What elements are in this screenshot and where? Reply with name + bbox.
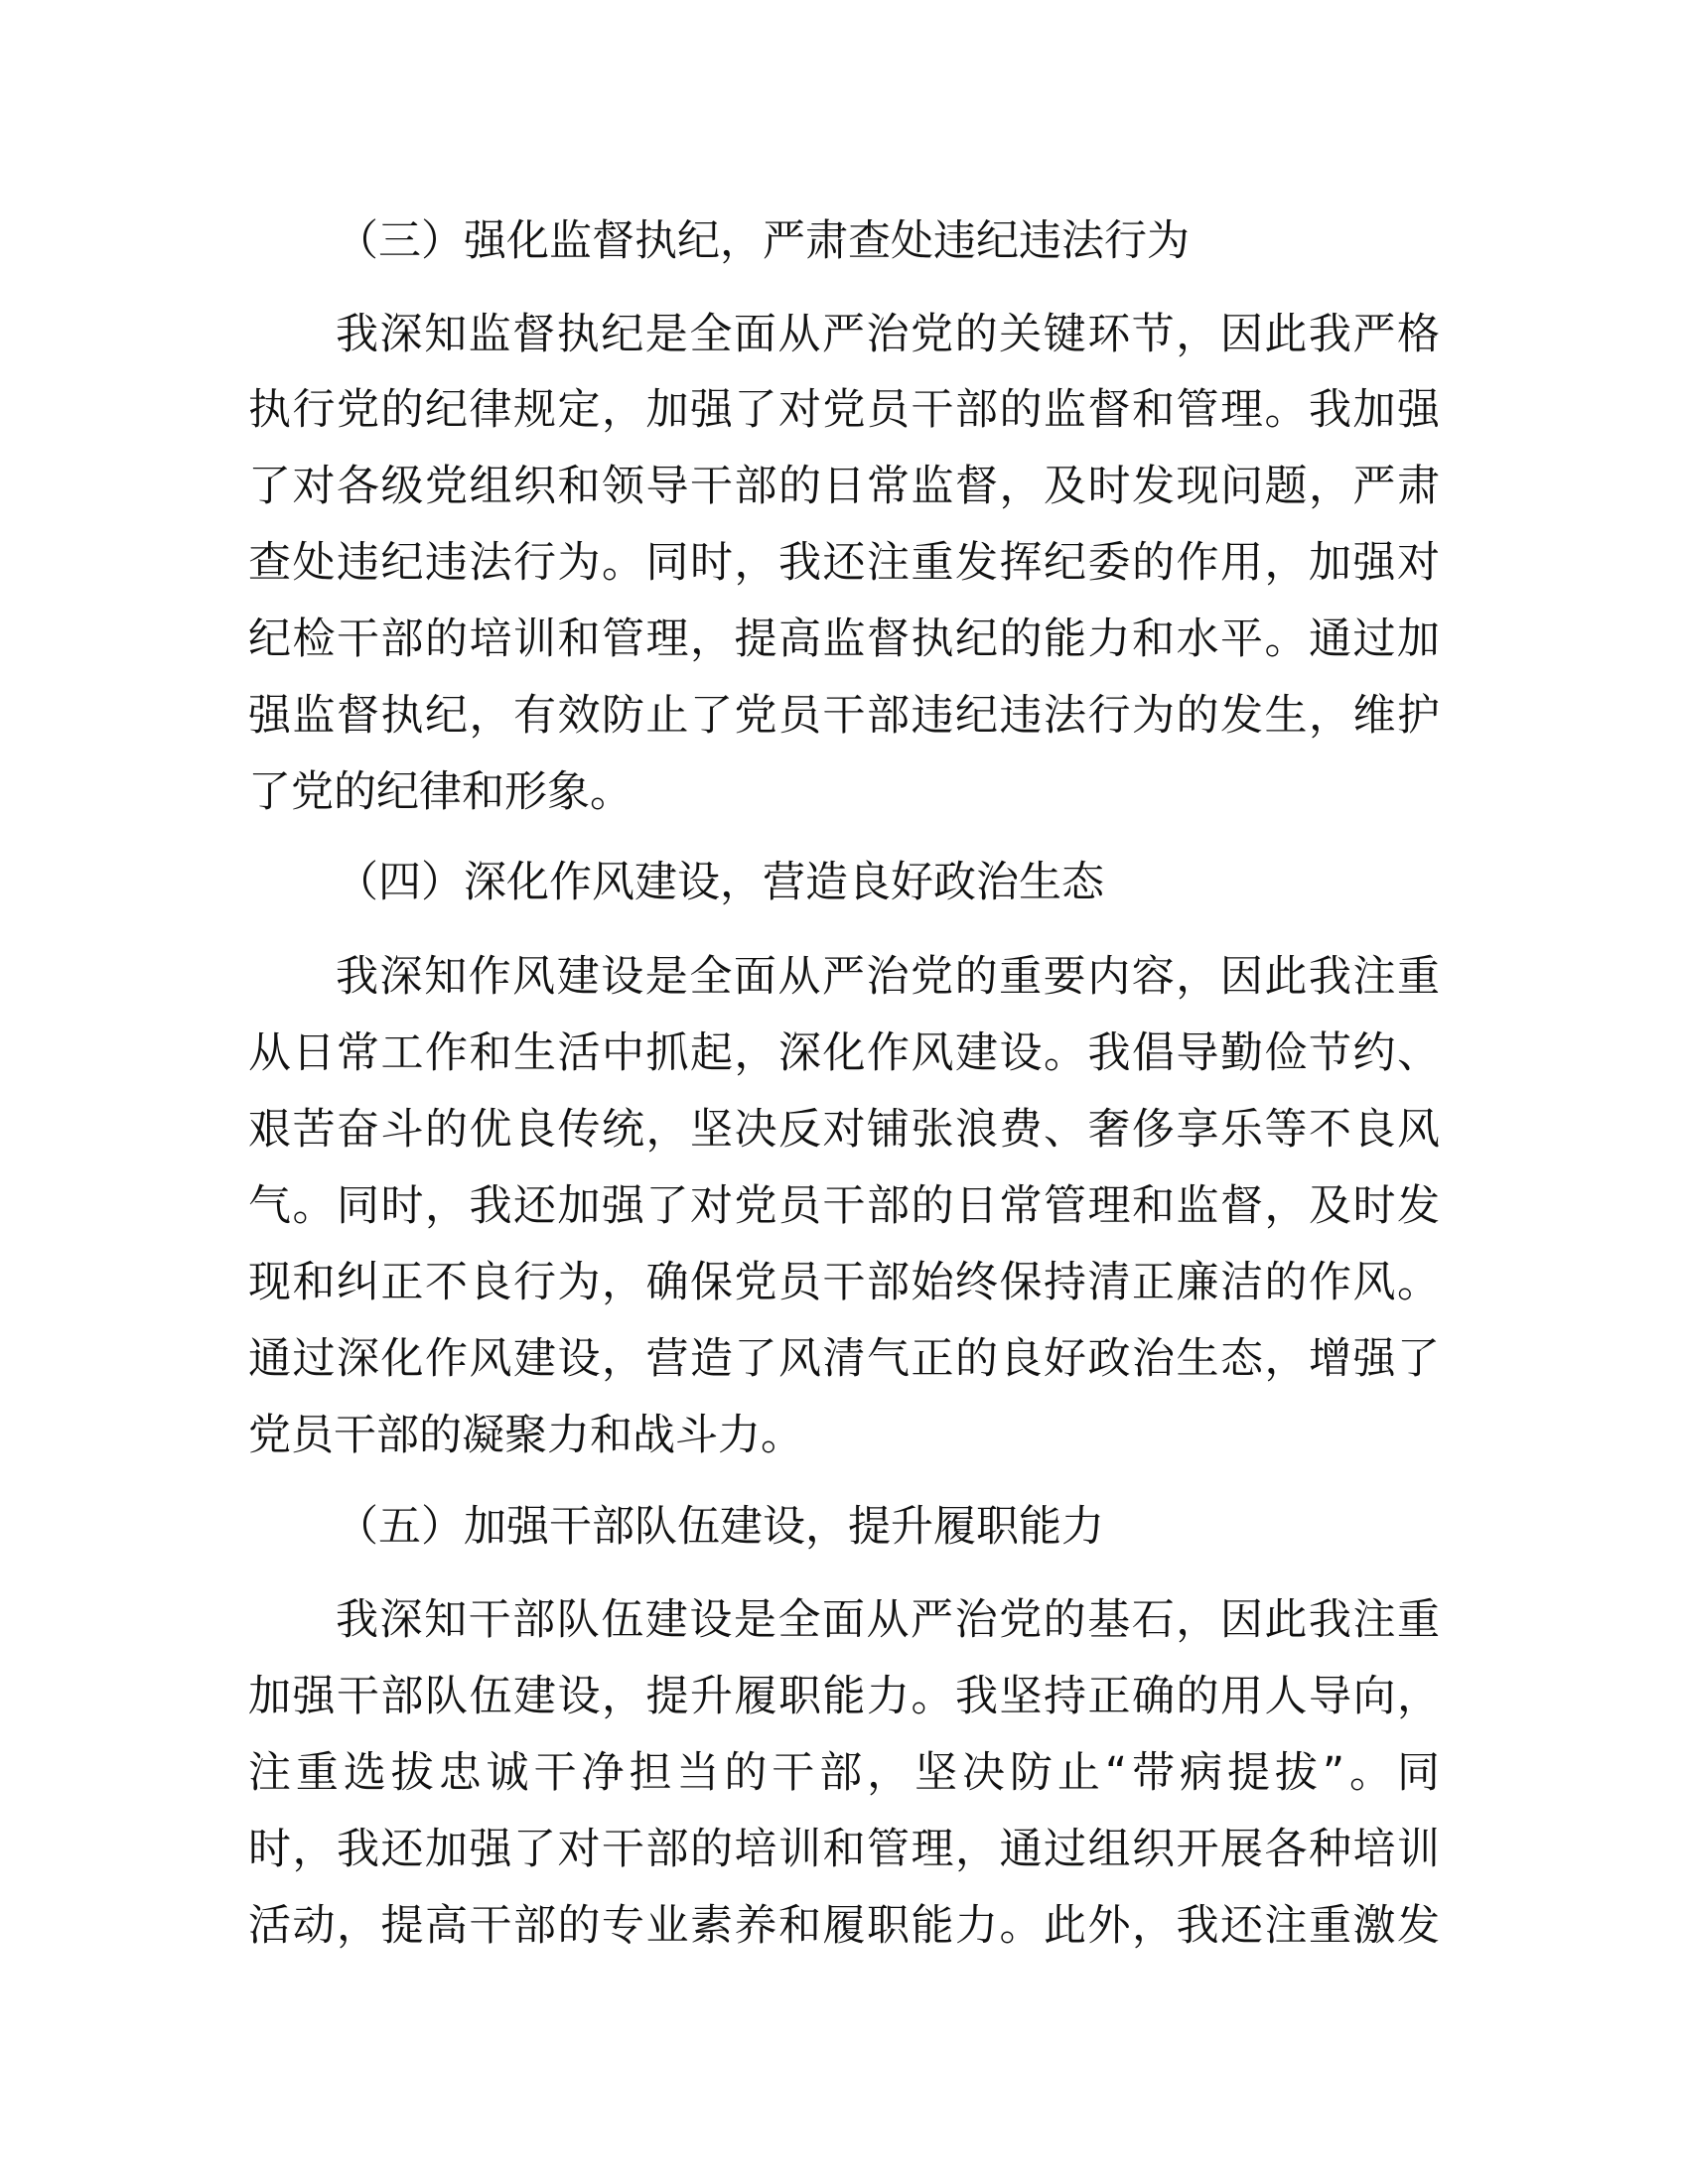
paragraph-line: 活动，提高干部的专业素养和履职能力。此外，我还注重激发 xyxy=(248,1901,1440,1951)
paragraph-line: 党员干部的凝聚力和战斗力。 xyxy=(248,1411,803,1460)
paragraph-line: 注重选拔忠诚干净担当的干部，坚决防止“带病提拔”。同 xyxy=(248,1748,1440,1798)
paragraph-line: 艰苦奋斗的优良传统，坚决反对铺张浪费、奢侈享乐等不良风 xyxy=(248,1105,1440,1155)
paragraph-line: 执行党的纪律规定，加强了对党员干部的监督和管理。我加强 xyxy=(248,385,1440,435)
section-heading: （五）加强干部队伍建设，提升履职能力 xyxy=(336,1502,1104,1552)
paragraph-line: 强监督执纪，有效防止了党员干部违纪违法行为的发生，维护 xyxy=(248,691,1440,741)
paragraph-line: 现和纠正不良行为，确保党员干部始终保持清正廉洁的作风。 xyxy=(248,1258,1440,1307)
paragraph-line: 加强干部队伍建设，提升履职能力。我坚持正确的用人导向， xyxy=(248,1672,1440,1721)
paragraph-line: 我深知监督执纪是全面从严治党的关键环节，因此我严格 xyxy=(336,310,1440,359)
paragraph-line: 了对各级党组织和领导干部的日常监督，及时发现问题，严肃 xyxy=(248,462,1440,511)
paragraph-line: 通过深化作风建设，营造了风清气正的良好政治生态，增强了 xyxy=(248,1334,1440,1384)
paragraph-line: 我深知干部队伍建设是全面从严治党的基石，因此我注重 xyxy=(336,1595,1440,1645)
paragraph-line: 时，我还加强了对干部的培训和管理，通过组织开展各种培训 xyxy=(248,1825,1440,1874)
paragraph-line: 气。同时，我还加强了对党员干部的日常管理和监督，及时发 xyxy=(248,1181,1440,1231)
paragraph-line: 查处违纪违法行为。同时，我还注重发挥纪委的作用，加强对 xyxy=(248,538,1440,588)
paragraph-line: 纪检干部的培训和管理，提高监督执纪的能力和水平。通过加 xyxy=(248,614,1440,664)
section-heading: （四）深化作风建设，营造良好政治生态 xyxy=(336,858,1104,907)
paragraph-line: 了党的纪律和形象。 xyxy=(248,767,633,817)
paragraph-line: 从日常工作和生活中抓起，深化作风建设。我倡导勤俭节约、 xyxy=(248,1028,1440,1078)
paragraph-line: 我深知作风建设是全面从严治党的重要内容，因此我注重 xyxy=(336,952,1440,1002)
section-heading: （三）强化监督执纪，严肃查处违纪违法行为 xyxy=(336,216,1190,266)
document-page xyxy=(248,0,1440,2184)
